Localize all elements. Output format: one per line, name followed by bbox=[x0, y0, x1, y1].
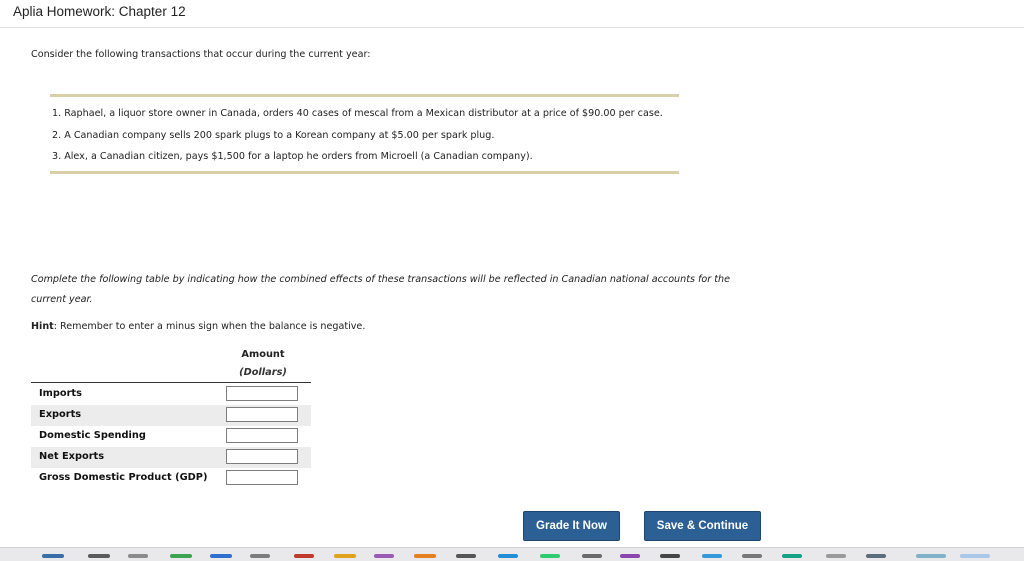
transactions-bottom-rule bbox=[50, 171, 679, 174]
dock-app-icon[interactable] bbox=[742, 554, 762, 558]
dock-app-icon[interactable] bbox=[582, 554, 602, 558]
transaction-item: 3. Alex, a Canadian citizen, pays $1,500 for a laptop he orders from Microell (a Canadian company). bbox=[52, 151, 533, 162]
taskbar-strip bbox=[0, 547, 1024, 561]
dock-app-icon[interactable] bbox=[88, 554, 110, 558]
hint-body: : Remember to enter a minus sign when the balance is negative. bbox=[53, 321, 366, 332]
window-titlebar bbox=[0, 0, 1024, 28]
save-and-continue-button[interactable]: Save & Continue bbox=[644, 511, 761, 541]
dock-app-icon[interactable] bbox=[294, 554, 314, 558]
hint-text bbox=[31, 321, 365, 332]
table-instructions: Complete the following table by indicating how the combined effects of these transactions will be reflected in Canadian national accounts for the current year. bbox=[31, 274, 731, 305]
table-row-exports bbox=[31, 405, 311, 426]
dock-app-icon[interactable] bbox=[250, 554, 270, 558]
dock-app-icon[interactable] bbox=[782, 554, 802, 558]
transactions-top-rule bbox=[50, 94, 679, 97]
dock-app-icon[interactable] bbox=[170, 554, 192, 558]
transaction-list bbox=[52, 107, 663, 172]
dock-app-icon[interactable] bbox=[498, 554, 518, 558]
table-row-imports bbox=[31, 384, 311, 405]
table-row-gdp bbox=[31, 468, 311, 489]
table-row-domestic-spending bbox=[31, 426, 311, 447]
dock-app-icon[interactable] bbox=[334, 554, 356, 558]
dock-app-icon[interactable] bbox=[540, 554, 560, 558]
imports-amount-input[interactable] bbox=[226, 386, 298, 401]
dock-app-icon[interactable] bbox=[374, 554, 394, 558]
dock-app-icon[interactable] bbox=[210, 554, 232, 558]
gdp-amount-input[interactable] bbox=[226, 470, 298, 485]
dock-app-icon[interactable] bbox=[620, 554, 640, 558]
row-label: Imports bbox=[39, 388, 82, 399]
amount-column-header: Amount bbox=[241, 349, 285, 360]
domestic-spending-amount-input[interactable] bbox=[226, 428, 298, 443]
table-header-rule bbox=[31, 382, 311, 383]
window-title: Aplia Homework: Chapter 12 bbox=[13, 4, 186, 19]
dock-app-icon[interactable] bbox=[866, 554, 886, 558]
transaction-item: 1. Raphael, a liquor store owner in Canada, orders 40 cases of mescal from a Mexican distributor at a price of $90.00 per case. bbox=[52, 108, 663, 119]
net-exports-amount-input[interactable] bbox=[226, 449, 298, 464]
question-intro: Consider the following transactions that occur during the current year: bbox=[31, 49, 371, 60]
dock-app-icon[interactable] bbox=[42, 554, 64, 558]
dock-app-icon[interactable] bbox=[826, 554, 846, 558]
dock-app-icon[interactable] bbox=[128, 554, 148, 558]
dock-app-icon[interactable] bbox=[660, 554, 680, 558]
table-row-net-exports bbox=[31, 447, 311, 468]
dock-app-icon[interactable] bbox=[960, 554, 990, 558]
grade-it-now-button[interactable]: Grade It Now bbox=[523, 511, 620, 541]
dock-app-icon[interactable] bbox=[456, 554, 476, 558]
dock-app-icon[interactable] bbox=[916, 554, 946, 558]
amount-column-unit: (Dollars) bbox=[239, 367, 287, 378]
transaction-item: 2. A Canadian company sells 200 spark plugs to a Korean company at $5.00 per spark plug. bbox=[52, 129, 495, 141]
row-label: Gross Domestic Product (GDP) bbox=[39, 472, 208, 483]
dock-app-icon[interactable] bbox=[702, 554, 722, 558]
row-label: Exports bbox=[39, 409, 82, 420]
row-label: Net Exports bbox=[39, 451, 105, 462]
hint-label: Hint bbox=[31, 321, 54, 332]
dock-app-icon[interactable] bbox=[414, 554, 436, 558]
exports-amount-input[interactable] bbox=[226, 407, 298, 422]
row-label: Domestic Spending bbox=[39, 430, 146, 441]
